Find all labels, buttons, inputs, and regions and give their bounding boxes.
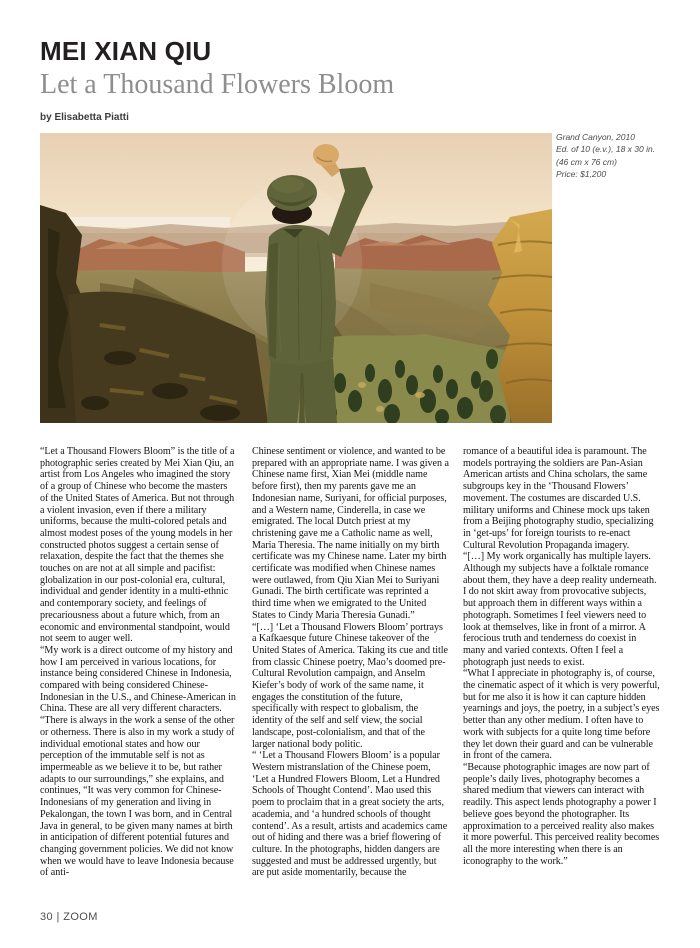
paragraph: “ ‘Let a Thousand Flowers Bloom’ is a popular Western mistranslation of the Chinese poem, ‘Let a Hundred Flowers Bloom, Let a Hundred Schools of Thought Contend’. Mao used this poem to proclaim that in a great society the arts, academia, and ‘a hundred schools of thought contend’. As a result, artists and academics came out of hiding and there was a brief flowering of culture. In the photographs, hidden dangers are suggested and must be addressed urgently, but are put aside momentarily, because the [252,750,448,879]
page-number-footer: 30 | ZOOM [40,911,98,923]
paragraph: “[…] My work organically has multiple layers. Although my subjects have a folktale romance about them, they have a deep reality underneath. I do not skirt away from provocative subjects, but approach them in different ways within a photograph. Sometimes I feel viewers need to look at themselves, like in front of a mirror. A ferocious truth and tenderness do coexist in many and varied contexts. Often I feel a photograph just needs to exist. [463,551,657,668]
paragraph: “My work is a direct outcome of my history and how I am perceived in various locations, for instance being considered Chinese in Indonesia, compared with being considered Chinese-Indonesian in the U.S., and Chinese-American in China. These are all very different characters. [40,644,236,715]
page-title-artist-name: MEI XIAN QIU [40,36,212,66]
paragraph: Chinese sentiment or violence, and wanted to be prepared with an appropriate name. I was given a Chinese name first, Xian Mei (middle name before first), then my parents gave me an Indonesian name, Suriyani, for official purposes, and a Western name, Cinderella, in case we emigrated. The local Dutch priest at my christening gave me a Catholic name as well, Maria Theresia. The name initially on my birth certificate was my Chinese name. Later my birth certificate was modified when Chinese names were outlawed, from Qiu Xian Mei to Suriyani Gunadi. The birth certificate was reprinted a third time when we emigrated to the United States to Cindy Maria Theresia Gunadi.” [252,446,449,621]
paragraph: romance of a beautiful idea is paramount. The models portraying the soldiers are Pan-Asian American artists and China scholars, the same subgroups key in the ‘Thousand Flowers’ movement. The costumes are discarded U.S. military uniforms and Chinese mock ups taken from a Beijing photography studio, specializing in ‘get-ups’ for foreign tourists to re-enact Cultural Revolution Propaganda imagery. [463,446,654,551]
paragraph: “Because photographic images are now part of people’s daily lives, photography becomes a shared medium that viewers can interact with readily. This aspect lends photography a power I believe goes beyond the photographer. Its approximation to a perceived reality also makes it more powerful. This perceived reality becomes all the more interesting when there is an iconography to the work.” [463,761,660,867]
caption-title-year: Grand Canyon, 2010 [556,132,635,142]
artwork-photo-grand-canyon [40,133,552,423]
paragraph: “What I appreciate in photography is, of course, the cinematic aspect of it which is very powerful, but for me also it is how it can capture hidden yearnings and joys, the poetry, in a subject’s eyes better than any other medium. I often have to work with subjects for a quite long time before they let down their guard and can be vulnerable in front of the camera. [463,668,660,762]
series-title: Let a Thousand Flowers Bloom [40,69,395,100]
artwork-caption [556,131,680,180]
byline: by Elisabetta Piatti [40,112,129,123]
caption-price: Price: $1,200 [556,168,607,179]
article-column-2 [252,446,449,879]
paragraph: “[…] ‘Let a Thousand Flowers Bloom’ portrays a Kafkaesque future Chinese takeover of the United States of America. Taking its cue and title from classic Chinese poetry, Mao’s doomed pre-Cultural Revolution campaign, and Anselm Kiefer’s body of work of the same name, it engages the constitution of the future, specifically with respect to globalism, the identity of the self and self view, the social landscape, post-colonialism, and that of the larger national body politic. [252,621,448,750]
caption-dimensions: (46 cm x 76 cm) [556,156,617,167]
artwork-photo-illustration [40,133,552,423]
caption-edition: Ed. of 10 (e.v.), 18 x 30 in. [556,144,656,155]
article-column-1 [40,446,237,879]
paragraph: “There is always in the work a sense of the other or otherness. There is also in my work a study of individual emotional states and how our perception of the immutable self is not as impermeable as we believe it to be, but rather adapts to our surroundings,” she explains, and continues, “It was very common for Chinese-Indonesians of my generation and living in Pekalongan, the town I was born, and in Central Java in general, to be given many names at birth in anticipation of different potential futures and changing government policies. We did not know when we would have to leave Indonesia because of anti- [40,715,235,879]
paragraph: “Let a Thousand Flowers Bloom” is the title of a photographic series created by Mei Xian Qiu, an artist from Los Angeles who imagined the story of a group of Chinese who become the masters of the United States of America. But not through a violent invasion, even if there a military uniforms, because the multi-colored petals and almost modest poses of the young models in her constructed photos suggest a certain sense of relaxation, despite the fact that the themes she touches on are not at all simple and pacifist: globalization in our post-colonial era, cultural, individual and gender identity in a multi-ethnic and contemporary society, and feelings of precariousness about a future which, from an economic and environmental standpoint, would not seem to auger well. [40,446,235,645]
article-column-3 [463,446,660,867]
